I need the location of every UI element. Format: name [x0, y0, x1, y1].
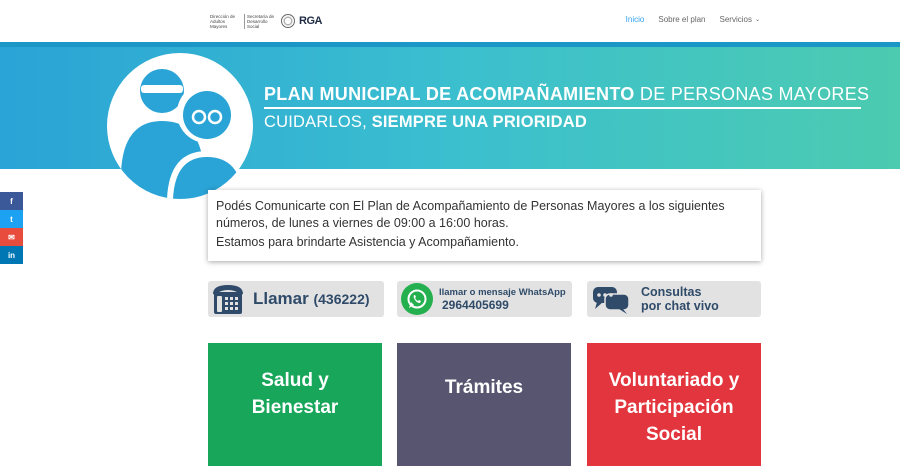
nav-servicios[interactable]: Servicios ⌄: [719, 15, 760, 24]
email-icon[interactable]: ✉: [0, 228, 23, 246]
elderly-couple-icon: [107, 53, 253, 199]
banner-subtitle: CUIDARLOS, SIEMPRE UNA PRIORIDAD: [264, 113, 588, 131]
hero-banner: [0, 42, 900, 169]
info-hours-text: Podés Comunicarte con El Plan de Acompañamiento de Personas Mayores a los siguientes números, de lunes a viernes de 09:00 a 16:00 horas.: [216, 199, 725, 230]
whatsapp-button[interactable]: [397, 281, 572, 317]
whatsapp-icon: [401, 283, 433, 315]
contact-info-box: [208, 190, 761, 261]
logo-secretaria: Secretaría de Desarrollo Social: [244, 14, 277, 29]
logo-group[interactable]: [210, 10, 322, 32]
live-chat-button[interactable]: [587, 281, 761, 317]
banner-divider: [264, 107, 861, 109]
whatsapp-label: llamar o mensaje WhatsApp 2964405699: [439, 287, 566, 312]
social-share-bar: [0, 192, 23, 264]
nav-inicio[interactable]: Inicio: [625, 15, 645, 24]
chat-bubbles-icon: [591, 284, 631, 314]
telephone-icon: [211, 282, 245, 316]
nav-sobre-el-plan[interactable]: Sobre el plan: [658, 15, 706, 24]
linkedin-icon[interactable]: in: [0, 246, 23, 264]
facebook-icon[interactable]: f: [0, 192, 23, 210]
rga-logo: RGA: [299, 15, 322, 27]
site-header: [0, 0, 900, 42]
municipal-seal-icon: [281, 14, 295, 28]
chevron-down-icon: ⌄: [754, 17, 760, 23]
chat-label: Consultas por chat vivo: [641, 285, 719, 313]
twitter-icon[interactable]: t: [0, 210, 23, 228]
call-label: Llamar (436222): [253, 289, 370, 308]
info-assist-text: Estamos para brindarte Asistencia y Acompañamiento.: [216, 235, 519, 249]
card-tramites[interactable]: Trámites: [397, 343, 571, 466]
call-button[interactable]: [208, 281, 384, 317]
logo-adultos-mayores: Dirección de Adultos Mayores: [210, 13, 236, 29]
card-salud-bienestar[interactable]: Salud y Bienestar: [208, 343, 382, 466]
banner-title: PLAN MUNICIPAL DE ACOMPAÑAMIENTO DE PERSONAS MAYORES: [264, 84, 870, 104]
main-nav: [626, 15, 760, 24]
card-voluntariado[interactable]: Voluntariado y Participación Social: [587, 343, 761, 466]
